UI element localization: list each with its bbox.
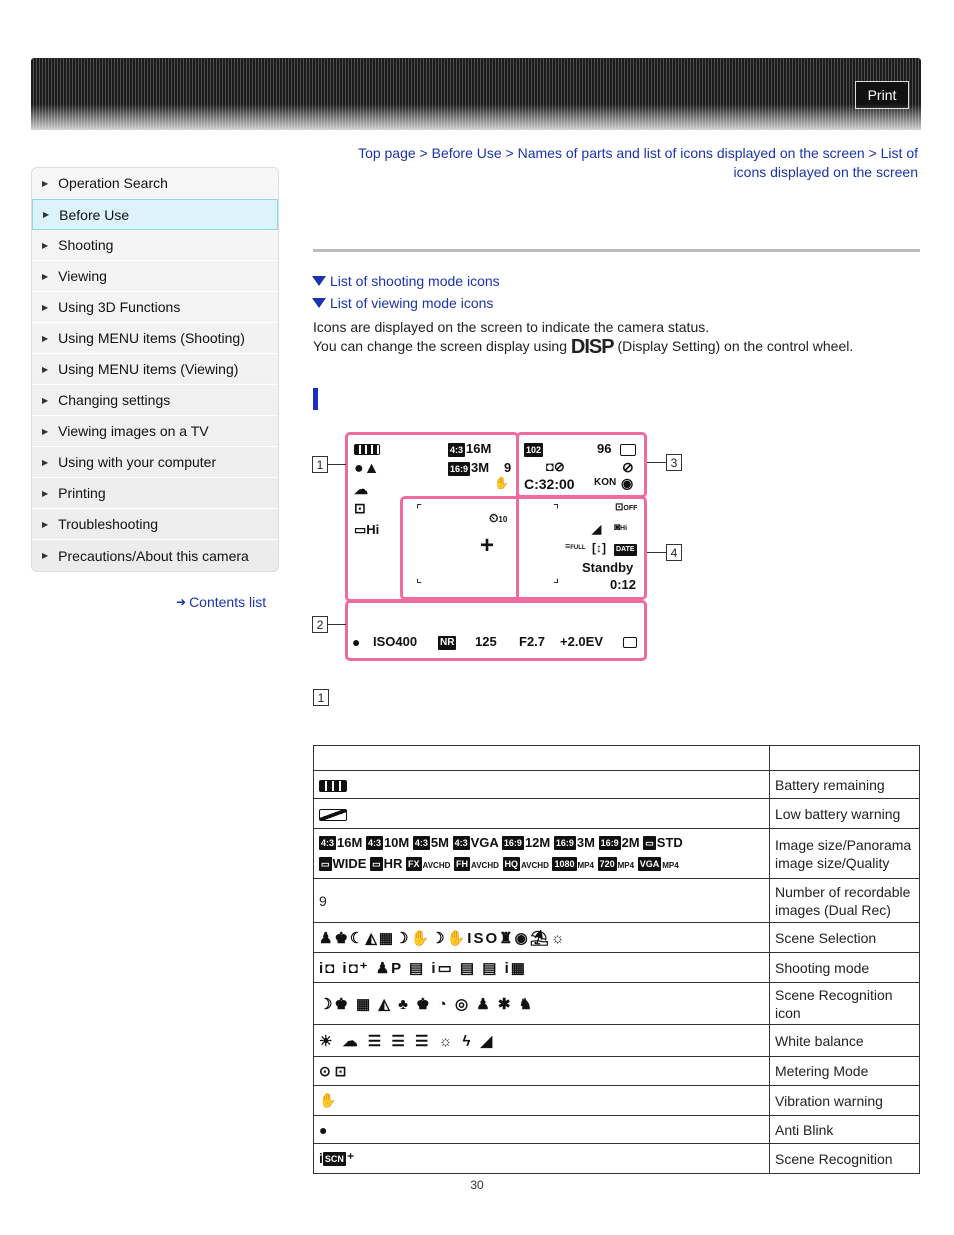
sidebar-item[interactable] (32, 540, 278, 571)
size-wide: WIDE (332, 855, 367, 871)
scene-selection-icons: ♟♚☾◭▦☽✋☽✋ISO♜◉⛱☼ (314, 923, 770, 953)
leader-line (328, 464, 346, 465)
shots-remaining: 96 (597, 441, 612, 456)
table-row (314, 1116, 920, 1144)
screen-diagram (310, 430, 690, 662)
sidebar-nav (31, 167, 279, 572)
table-row (314, 953, 920, 983)
soft-skin-hi: Hi (620, 525, 628, 532)
iso-value: ISO400 (373, 634, 418, 649)
chevron-right-icon: ▶ (42, 519, 49, 529)
image-size-icon: 4:3 16M (450, 441, 492, 456)
table-desc: Battery remaining (770, 771, 920, 799)
vibration-warning-icon: ✋ (494, 476, 509, 490)
quality-hq: HQ (504, 859, 518, 870)
white-balance-icons: ☀ ☁ ☰ ☰ ☰ ☼ ϟ ◢ (314, 1025, 770, 1057)
aperture-value: F2.7 (519, 634, 546, 649)
af-crosshair-icon: + (480, 532, 495, 559)
quality-1080: 1080 (554, 859, 575, 870)
red-eye-icon: ◉ (621, 475, 634, 491)
table-desc: Scene Recognition icon (770, 983, 920, 1025)
face-on: ON (601, 477, 617, 488)
table-row (314, 983, 920, 1025)
header-banner (31, 58, 921, 130)
table-desc: Scene Recognition (770, 1144, 920, 1174)
table-row (314, 1144, 920, 1174)
recording-time: 0:12 (610, 577, 637, 592)
af-frame-br: ⌟ (553, 570, 560, 585)
table-header-display (314, 746, 770, 771)
leader-line (328, 624, 346, 625)
self-timer-icon: ⏲10 (489, 511, 508, 525)
sidebar-item[interactable] (32, 261, 278, 292)
smile-off: OFF (623, 505, 638, 512)
sidebar-item-label: Using 3D Functions (58, 299, 181, 315)
sidebar-item-label: Operation Search (58, 175, 168, 191)
af-frame-bl: ⌞ (416, 570, 423, 585)
sidebar-item[interactable] (32, 292, 278, 323)
disp-icon: DISP (570, 336, 614, 358)
print-button[interactable]: Print (855, 81, 909, 109)
af-frame-tl: ⌜ (416, 502, 423, 517)
viewing-icons-link-label: List of viewing mode icons (330, 295, 494, 311)
section-heading-bar (313, 388, 318, 410)
camera-off-icon: ◘⊘ (546, 459, 565, 474)
bracket-icon: [↕] (592, 541, 606, 555)
af-frame-tr: ⌝ (553, 502, 560, 517)
shooting-mode-icons: i◘ i◘⁺ ♟P ▤ i▭ ▤ ▤ i▦ (314, 953, 770, 983)
memory-card-icon (620, 441, 636, 456)
chevron-right-icon: ▶ (42, 457, 49, 467)
avchd-label: AVCHD (422, 860, 451, 870)
breadcrumb-line-1[interactable]: Top page > Before Use > Names of parts and list of icons displayed on the screen > List of (358, 145, 918, 161)
sidebar-item[interactable] (32, 478, 278, 509)
table-desc: Scene Selection (770, 923, 920, 953)
avchd-label: AVCHD (471, 860, 499, 870)
size-3m: 3M (576, 834, 595, 850)
image-size-icons (314, 829, 770, 879)
intro-text-post: (Display Setting) on the control wheel. (617, 338, 854, 354)
triangle-down-icon (312, 276, 326, 286)
quality-vga: VGA (639, 859, 660, 870)
breadcrumb[interactable] (330, 144, 918, 182)
folder-icon (524, 441, 544, 457)
diagram-label-4: 4 (666, 544, 682, 561)
white-balance-icon: ☁ (354, 481, 368, 497)
table-desc: Shooting mode (770, 953, 920, 983)
arrow-right-icon: ➜ (176, 595, 187, 609)
sidebar-item-label: Using with your computer (58, 454, 217, 470)
chevron-right-icon: ▶ (42, 240, 49, 250)
chevron-right-icon: ▶ (42, 426, 49, 436)
section-label-1: 1 (313, 689, 329, 706)
quality-fh: FH (456, 859, 469, 870)
table-desc: Anti Blink (770, 1116, 920, 1144)
sidebar-item[interactable] (32, 354, 278, 385)
size-std: STD (656, 834, 683, 850)
table-desc: White balance (770, 1025, 920, 1057)
vibration-warning-icon: ✋ (314, 1086, 770, 1116)
table-row (314, 879, 920, 923)
contents-list-link[interactable] (176, 594, 266, 610)
battery-full-icon (314, 771, 770, 799)
anti-blink-icon: ● (314, 1116, 770, 1144)
chevron-right-icon: ▶ (42, 364, 49, 374)
contents-list-label: Contents list (189, 594, 267, 610)
sidebar-item[interactable] (32, 230, 278, 261)
shutter-speed: 125 (475, 634, 497, 649)
sidebar-item[interactable] (32, 416, 278, 447)
leader-line (647, 552, 666, 553)
timecode: C:32:00 (524, 476, 575, 492)
smile-shutter-icon: ⊡OFF (615, 502, 638, 513)
avchd-label: AVCHD (521, 860, 549, 870)
table-desc: Number of recordable images (Dual Rec) (770, 879, 920, 923)
sidebar-item-label: Viewing (58, 268, 107, 284)
scene-recognition-scn-icon: i SCN ⁺ (314, 1144, 770, 1174)
standby-status: Standby (582, 560, 634, 575)
memory-full: FULL (570, 545, 586, 551)
chevron-right-icon: ▶ (43, 210, 50, 219)
sidebar-item[interactable] (32, 323, 278, 354)
quality-fx: FX (408, 859, 420, 870)
ratio-size-value: 3M (471, 460, 490, 475)
burst-icon: ▭Hi (354, 522, 380, 537)
icon-table (313, 745, 920, 1174)
table-header-row (314, 746, 920, 771)
table-row (314, 1025, 920, 1057)
size-vga: VGA (470, 834, 499, 850)
face-detect-icon: KON (594, 477, 617, 488)
size-10m: 10M (383, 834, 410, 850)
table-desc: Low battery warning (770, 799, 920, 829)
mp4-label: MP4 (617, 860, 635, 870)
table-row (314, 829, 920, 879)
mp4-label: MP4 (662, 860, 679, 870)
scene-recognition-icons: ☽♚ ▦ ◭ ♣ ♚ ◔ ◎ ♟ ✱ ♞ (314, 983, 770, 1025)
flash-off-icon: ⊘ (622, 459, 634, 475)
sidebar-item[interactable] (32, 199, 278, 230)
intro-line-2 (313, 336, 853, 359)
sidebar-item-label: Troubleshooting (58, 516, 159, 532)
table-desc: Vibration warning (770, 1086, 920, 1116)
sidebar-item-label: Printing (58, 485, 106, 501)
triangle-down-icon (312, 298, 326, 308)
date-label: DATE (614, 544, 637, 556)
battery-low-icon (314, 799, 770, 829)
chevron-right-icon: ▶ (42, 271, 49, 281)
folder-number: 102 (526, 444, 542, 455)
table-row (314, 799, 920, 829)
page-number: 30 (470, 1178, 484, 1192)
size-2m: 2M (621, 834, 640, 850)
leader-line (647, 462, 666, 463)
focus-indicator-icon: ● (352, 634, 361, 650)
breadcrumb-line-2[interactable]: icons displayed on the screen (733, 164, 918, 180)
internal-memory-icon: ≡FULL (565, 541, 586, 551)
chevron-right-icon: ▶ (42, 333, 49, 343)
sidebar-item-label: Before Use (59, 206, 130, 223)
scene-hand-icon: ◢ (592, 522, 602, 536)
soft-skin-icon: ◙Hi (614, 522, 628, 533)
diagram-label-3: 3 (666, 454, 682, 471)
table-row (314, 1086, 920, 1116)
shooting-icons-link[interactable] (312, 273, 500, 289)
image-size-value: 16M (466, 441, 492, 456)
exposure-value: +2.0EV (560, 634, 604, 649)
battery-icon (354, 441, 380, 456)
chevron-right-icon: ▶ (42, 395, 49, 405)
scene-icon: ●▲ (354, 460, 380, 477)
ratio-icon: 16:9 3M (450, 460, 490, 475)
chevron-right-icon: ▶ (42, 551, 49, 560)
diagram-box-2 (345, 600, 647, 661)
self-timer-value: 10 (498, 515, 508, 524)
image-size-icons-row-1: 4:3 16M 4:3 10M 4:3 5M 4:3 VGA 16:9 12M 16:9 3M 16:9 2M ▭ STD (321, 834, 683, 850)
date-icon (614, 541, 638, 556)
burst-hi: Hi (366, 522, 380, 537)
intro-text-pre: You can change the screen display using (313, 338, 567, 354)
noise-reduction-icon (438, 634, 457, 650)
sidebar-item-label: Shooting (58, 237, 114, 253)
nr-label: NR (440, 636, 455, 648)
table-desc: Image size/Panorama image size/Quality (770, 829, 920, 879)
size-hr: HR (383, 855, 403, 871)
af-range-icon (623, 634, 637, 649)
sidebar-item-label: Using MENU items (Viewing) (58, 361, 239, 377)
metering-icon: ⊡ (354, 500, 366, 516)
sidebar-item[interactable] (32, 509, 278, 540)
chevron-right-icon: ▶ (42, 178, 49, 188)
diagram-label-1: 1 (312, 456, 328, 473)
size-16m: 16M (337, 834, 363, 850)
size-12m: 12M (524, 834, 551, 850)
sidebar-item[interactable] (32, 447, 278, 478)
table-row (314, 1057, 920, 1086)
size-5m: 5M (430, 834, 449, 850)
mp4-label: MP4 (577, 860, 594, 870)
viewing-icons-link[interactable] (312, 295, 493, 311)
table-header-indication (770, 746, 920, 771)
table-row (314, 771, 920, 799)
recordable-count: 9 (504, 460, 512, 475)
intro-line-1: Icons are displayed on the screen to indicate the camera status. (313, 319, 710, 335)
shooting-icons-link-label: List of shooting mode icons (330, 273, 500, 289)
table-desc: Metering Mode (770, 1057, 920, 1086)
table-row (314, 923, 920, 953)
metering-mode-icons: ⊙ ⊡ (314, 1057, 770, 1086)
chevron-right-icon: ▶ (42, 302, 49, 312)
sidebar-item-label: Precautions/About this camera (58, 547, 249, 564)
chevron-right-icon: ▶ (42, 488, 49, 498)
sidebar-item-label: Changing settings (58, 392, 171, 408)
recordable-images-value: 9 (314, 879, 770, 923)
sidebar-item-label: Using MENU items (Shooting) (58, 330, 245, 346)
sidebar-item[interactable] (32, 385, 278, 416)
divider (313, 249, 920, 252)
quality-720: 720 (599, 859, 615, 870)
image-size-icons-row-2: ▭ WIDE ▭ HR FX AVCHD FH AVCHD HQ AVCHD 1080 MP4 720 MP4 VGA MP4 (321, 855, 679, 871)
sidebar-item-label: Viewing images on a TV (58, 423, 209, 439)
sidebar-item[interactable] (32, 168, 278, 199)
diagram-label-2: 2 (312, 616, 328, 633)
